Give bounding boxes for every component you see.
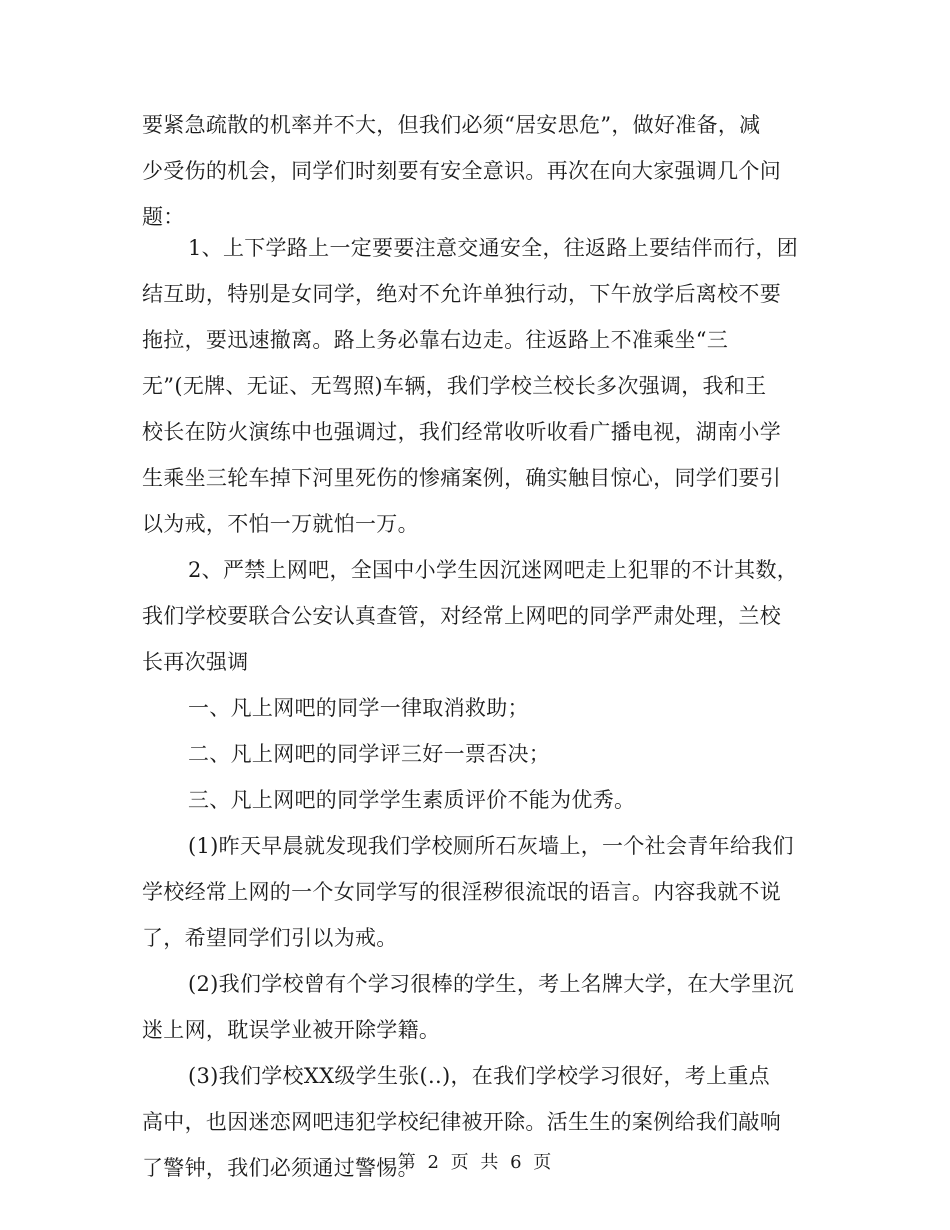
text-line: 生乘坐三轮车掉下河里死伤的惨痛案例，确实触目惊心，同学们要引 [142,466,781,490]
text-line: (2)我们学校曾有个学习很棒的学生，考上名牌大学，在大学里沉 [188,972,794,996]
text-line: 1、上下学路上一定要要注意交通安全，往返路上要结伴而行，团 [188,236,799,260]
text-line: 长再次强调 [142,650,249,674]
text-line: 三、凡上网吧的同学学生素质评价不能为优秀。 [188,788,636,812]
text-line: 校长在防火演练中也强调过，我们经常收听收看广播电视，湖南小学 [142,420,781,444]
text-line: 了警钟，我们必须通过警惕。 [142,1156,419,1180]
text-line: 少受伤的机会，同学们时刻要有安全意识。再次在向大家强调几个问 [142,159,781,183]
text-line: 我们学校要联合公安认真查管，对经常上网吧的同学严肃处理，兰校 [142,604,781,628]
text-line: 高中，也因迷恋网吧违犯学校纪律被开除。活生生的案例给我们敲响 [142,1110,781,1134]
text-line: 了，希望同学们引以为戒。 [142,926,398,950]
text-line: 以为戒，不怕一万就怕一万。 [142,512,419,536]
text-line: 拖拉，要迅速撤离。路上务必靠右边走。往返路上不准乘坐“三 [142,328,729,352]
text-line: 迷上网，耽误学业被开除学籍。 [142,1018,441,1042]
text-line: 二、凡上网吧的同学评三好一票否决； [188,742,551,766]
text-line: 要紧急疏散的机率并不大，但我们必须“居安思危”，做好准备，减 [142,113,761,137]
text-line: (3)我们学校XX级学生张(..)，在我们学校学习很好，考上重点 [188,1064,770,1088]
text-line: 结互助，特别是女同学，绝对不允许单独行动，下午放学后离校不要 [142,282,781,306]
text-line: 2、严禁上网吧，全国中小学生因沉迷网吧走上犯罪的不计其数， [188,558,799,582]
text-line: 学校经常上网的一个女同学写的很淫秽很流氓的语言。内容我就不说 [142,880,781,904]
page-number-footer: 第 2 页 共 6 页 [397,1152,553,1173]
text-line: 题： [142,205,185,229]
text-line: 无”(无牌、无证、无驾照)车辆，我们学校兰校长多次强调，我和王 [142,374,767,398]
text-line: 一、凡上网吧的同学一律取消救助； [188,696,529,720]
text-line: (1)昨天早晨就发现我们学校厕所石灰墙上，一个社会青年给我们 [188,834,794,858]
